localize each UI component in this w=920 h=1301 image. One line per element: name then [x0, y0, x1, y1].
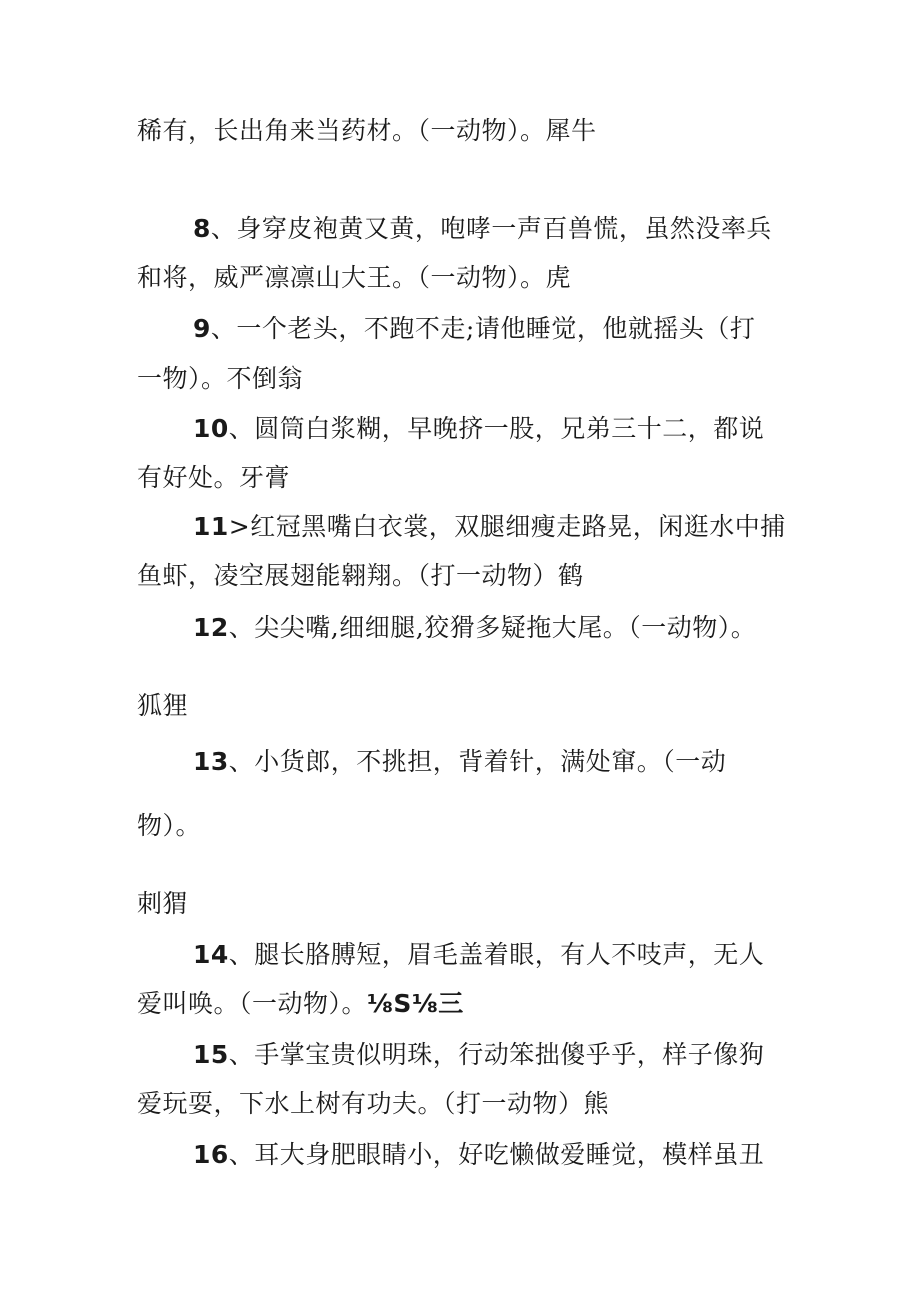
- riddle-number: 16: [193, 1140, 229, 1169]
- text-line: [137, 888, 188, 920]
- text-line: [137, 1088, 609, 1120]
- text-line: [137, 690, 188, 722]
- line-text: 和将，威严凛凛山大王。（一动物）。虎: [137, 263, 572, 292]
- line-text: 、手掌宝贵似明珠，行动笨拙傻乎乎，样子像狗: [228, 1040, 765, 1069]
- line-text: 有好处。牙膏: [137, 463, 291, 492]
- riddle-number: 10: [193, 414, 229, 443]
- line-text: 物）。: [137, 811, 202, 840]
- line-text: 、尖尖嘴,细细腿,狡猾多疑拖大尾。（一动物）。: [228, 613, 757, 642]
- text-line: [137, 462, 290, 494]
- riddle-line: [193, 213, 772, 245]
- text-line: [137, 262, 571, 294]
- riddle-number: 9: [193, 314, 211, 343]
- line-text: 、圆筒白浆糊，早晚挤一股，兄弟三十二，都说: [228, 414, 765, 443]
- riddle-line: [193, 1039, 764, 1071]
- line-text: 、小货郎，不挑担，背着针，满处窜。（一动: [228, 747, 727, 776]
- line-text: 一物）。不倒翁: [137, 364, 304, 393]
- riddle-line: [193, 413, 764, 445]
- line-text: 爱玩耍，下水上树有功夫。（打一动物）熊: [137, 1089, 610, 1118]
- line-text: 、身穿皮袍黄又黄，咆哮一声百兽慌，虽然没率兵: [210, 214, 772, 243]
- text-line: [137, 988, 464, 1020]
- riddle-number: 11: [193, 512, 229, 541]
- line-text: 稀有，长出角来当药材。（一动物）。犀牛: [137, 116, 597, 145]
- riddle-line: [193, 1139, 764, 1171]
- text-line: [137, 115, 597, 147]
- riddle-number: 13: [193, 747, 229, 776]
- riddle-line: [193, 746, 726, 778]
- line-text: 、耳大身肥眼睛小，好吃懒做爱睡觉，模样虽丑: [228, 1140, 765, 1169]
- riddle-line: [193, 939, 764, 971]
- line-text: 刺猬: [137, 889, 189, 918]
- riddle-number: 8: [193, 214, 211, 243]
- text-line: [137, 810, 201, 842]
- riddle-number: 15: [193, 1040, 229, 1069]
- riddle-line: [193, 612, 756, 644]
- line-text: 爱叫唤。（一动物）。: [137, 989, 368, 1018]
- line-text: 鱼虾，凌空展翅能翱翔。（打一动物）鹤: [137, 561, 584, 590]
- text-line: [137, 363, 303, 395]
- line-text: 、一个老头，不跑不走;请他睡觉，他就摇头（打: [210, 314, 756, 343]
- line-text: 狐狸: [137, 691, 189, 720]
- riddle-line: [193, 313, 755, 345]
- text-line: [137, 560, 584, 592]
- line-text: 、腿长胳膊短，眉毛盖着眼，有人不吱声，无人: [228, 940, 765, 969]
- line-text: >红冠黑嘴白衣裳，双腿细瘦走路晃，闲逛水中捕: [228, 512, 786, 541]
- riddle-number: 12: [193, 613, 229, 642]
- line-tail: ⅛S⅛三: [367, 989, 464, 1018]
- riddle-line: [193, 511, 786, 543]
- riddle-number: 14: [193, 940, 229, 969]
